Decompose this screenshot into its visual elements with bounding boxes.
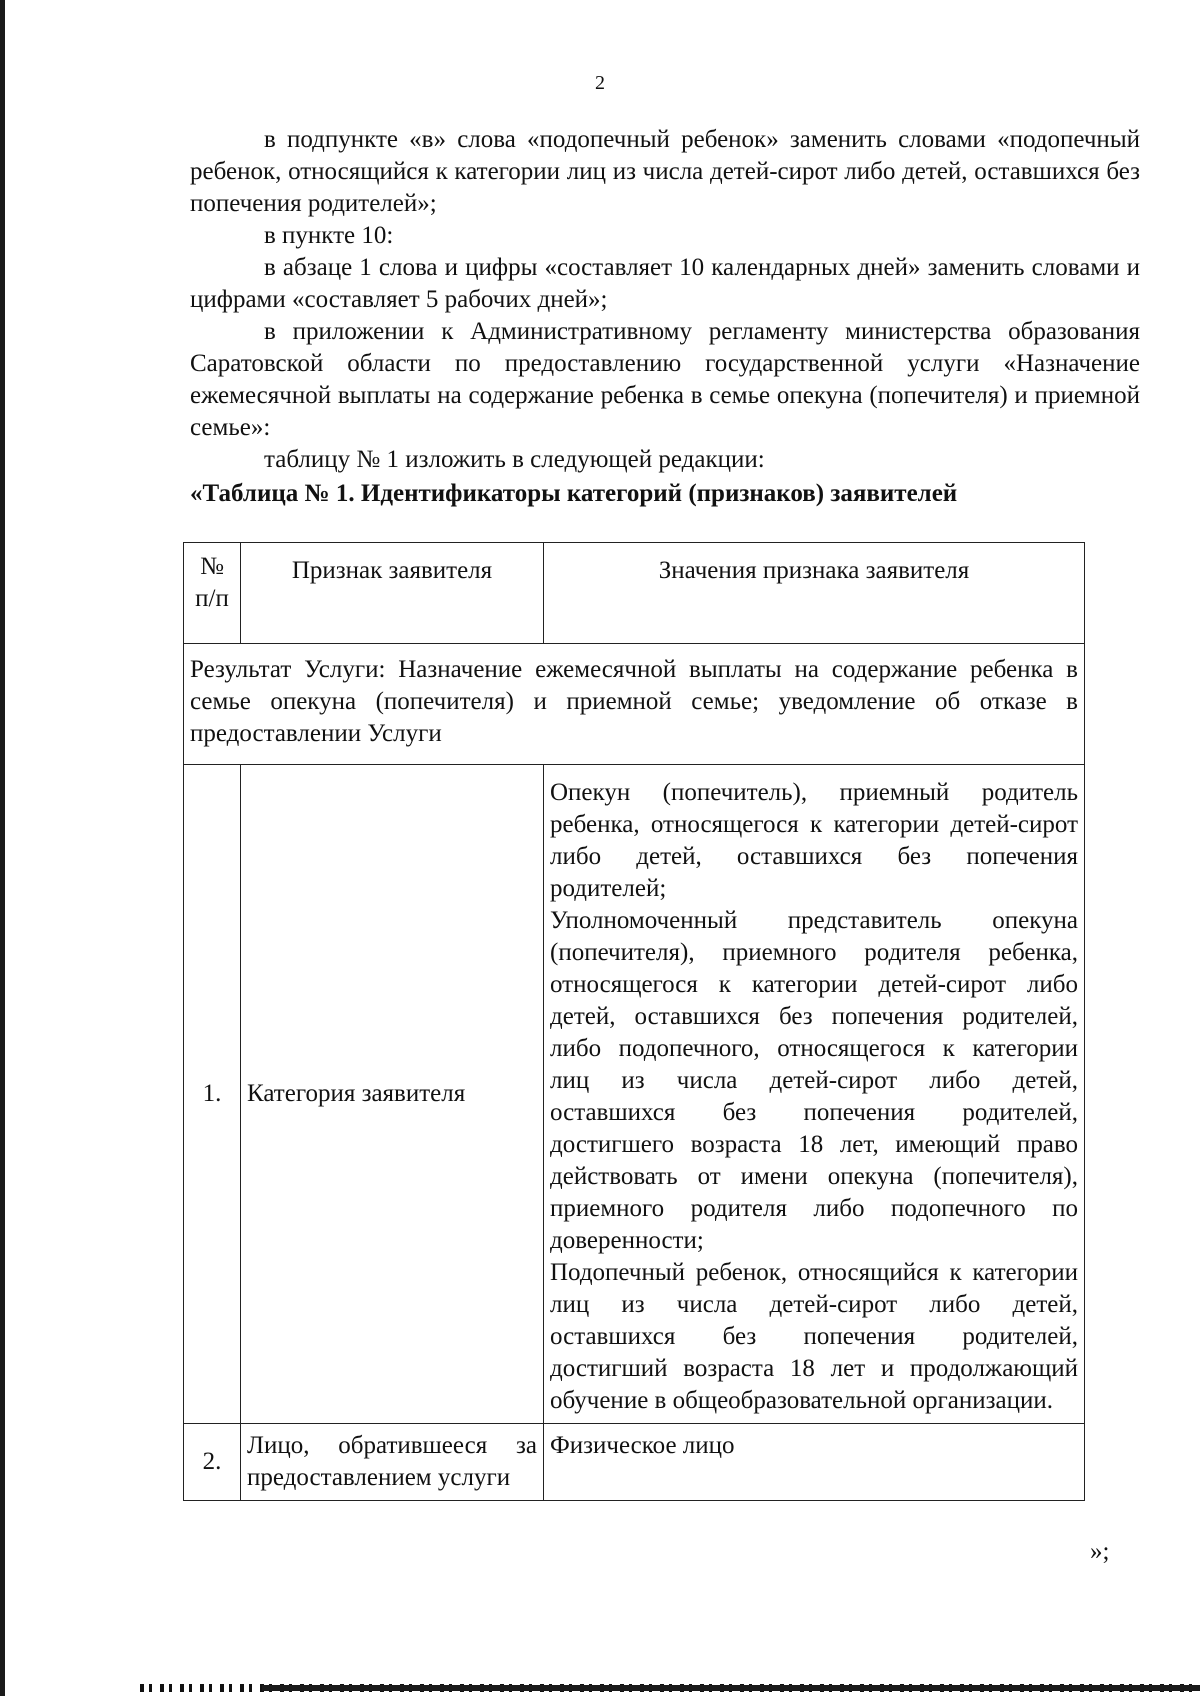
document-body <box>190 124 1140 510</box>
header-number: № п/п <box>184 543 241 644</box>
paragraph-1: в подпункте «в» слова «подопечный ребенок» заменить словами «подопечный ребенок, относящийся к категории лиц из числа детей-сирот либо детей, оставшихся без попечения родителей»; <box>190 126 1140 217</box>
value-item: Опекун (попечитель), приемный родитель ребенка, относящегося к категории детей-сирот либо детей, оставшихся без попечения родителей; <box>550 779 1078 902</box>
page-number: 2 <box>595 72 605 94</box>
paragraph-4: в приложении к Административному регламенту министерства образования Саратовской области по предоставлению государственной услуги «Назначение ежемесячной выплаты на содержание ребенка в семье опекуна (попечителя) и приемной семье»: <box>190 318 1140 441</box>
value-item: Подопечный ребенок, относящийся к категории лиц из числа детей-сирот либо детей, оставшихся без попечения родителей, достигший возраста 18 лет и продолжающий обучение в общеобразовательной организации. <box>550 1259 1078 1414</box>
value-item: Физическое лицо <box>550 1432 735 1459</box>
table-header-row <box>184 543 1085 644</box>
row-values <box>544 765 1085 1424</box>
table-result-row <box>184 644 1085 765</box>
table-row <box>184 1424 1085 1501</box>
identifiers-table <box>183 542 1085 1501</box>
closing-quote-mark: »; <box>1090 1538 1110 1565</box>
paragraph-3: в абзаце 1 слова и цифры «составляет 10 календарных дней» заменить словами и цифрами «составляет 5 рабочих дней»; <box>190 254 1140 313</box>
scan-edge-left <box>0 0 5 1696</box>
row-sign: Категория заявителя <box>241 765 544 1424</box>
scan-edge-bottom-solid <box>262 1685 1200 1691</box>
table-title: «Таблица № 1. Идентификаторы категорий (признаков) заявителей <box>190 480 958 507</box>
row-sign: Лицо, обратившееся за предоставлением услуги <box>241 1424 544 1501</box>
result-cell: Результат Услуги: Назначение ежемесячной выплаты на содержание ребенка в семье опекуна (попечителя) и приемной семье; уведомление об отказе в предоставлении Услуги <box>184 644 1085 765</box>
paragraph-2: в пункте 10: <box>264 222 394 249</box>
header-values: Значения признака заявителя <box>544 543 1085 644</box>
row-number: 1. <box>184 765 241 1424</box>
row-values <box>544 1424 1085 1501</box>
row-number: 2. <box>184 1424 241 1501</box>
paragraph-5: таблицу № 1 изложить в следующей редакции: <box>264 446 765 473</box>
header-sign: Признак заявителя <box>241 543 544 644</box>
value-item: Уполномоченный представитель опекуна (попечителя), приемного родителя ребенка, относящегося к категории детей-сирот либо детей, оставшихся без попечения родителей, либо подопечного, относящегося к категории лиц из числа детей-сирот либо детей, оставшихся без попечения родителей, достигшего возраста 18 лет, имеющий право действовать от имени опекуна (попечителя), приемного родителя либо подопечного по доверенности; <box>550 907 1078 1254</box>
table-row <box>184 765 1085 1424</box>
